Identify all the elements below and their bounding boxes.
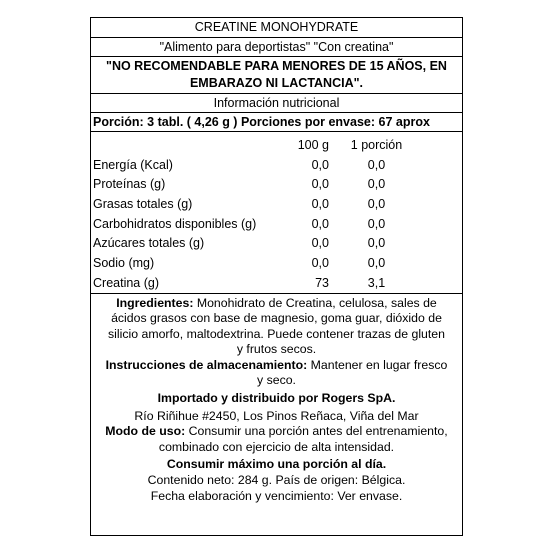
ingredients-text: Monohidrato de Creatina, celulosa, sales de <box>193 295 437 310</box>
address-text: Río Riñihue #2450, Los Pinos Reñaca, Viña del Mar <box>134 408 419 423</box>
nutrient-name: Proteínas (g) <box>93 177 166 192</box>
nutrient-name: Creatina (g) <box>93 275 159 290</box>
storage-label: Instrucciones de almacenamiento: <box>105 357 308 372</box>
ingredients-line: y frutos secos. <box>236 342 317 357</box>
table-header-row <box>91 135 462 155</box>
max-dose-text: Consumir máximo una porción al día. <box>166 457 387 472</box>
nutrient-name: Carbohidratos disponibles (g) <box>93 216 257 231</box>
nutrient-per-portion: 0,0 <box>367 157 386 172</box>
storage-block <box>91 358 462 374</box>
nutrient-name: Sodio (mg) <box>93 255 155 270</box>
dates-text: Fecha elaboración y vencimiento: Ver envase. <box>150 488 403 503</box>
product-subtitle: "Alimento para deportistas" "Con creatina" <box>91 38 462 57</box>
header-blank <box>91 135 263 155</box>
warning-text: "NO RECOMENDABLE PARA MENORES DE 15 AÑOS, EN EMBARAZO NI LACTANCIA". <box>91 57 462 94</box>
nutrition-table <box>91 135 462 293</box>
nutrient-per100: 0,0 <box>311 157 329 172</box>
serving-info: Porción: 3 tabl. ( 4,26 g ) Porciones por envase: 67 aprox <box>91 113 462 132</box>
nutrient-per100: 0,0 <box>311 216 329 231</box>
table-row <box>91 155 462 175</box>
table-row <box>91 273 462 293</box>
nutrient-per-portion: 0,0 <box>367 255 386 270</box>
nutrient-per100: 73 <box>315 275 329 290</box>
nutrient-per-portion: 0,0 <box>367 177 386 192</box>
ingredients-line: ácidos grasos con base de magnesio, goma guar, dióxido de <box>111 311 442 326</box>
nutrient-per100: 0,0 <box>311 177 329 192</box>
nutrient-per-portion: 0,0 <box>367 216 386 231</box>
table-row <box>91 253 462 273</box>
nutrient-per100: 0,0 <box>311 196 329 211</box>
header-per-portion: 1 porción <box>350 137 403 152</box>
header-per100: 100 g <box>297 137 329 152</box>
nutrition-label <box>90 17 463 536</box>
ingredients-label: Ingredientes: <box>116 295 194 310</box>
ingredients-line: silicio amorfo, maltodextrina. Puede contener trazas de gluten <box>108 326 445 341</box>
usage-label: Modo de uso: <box>105 424 186 439</box>
nutrition-table-section <box>91 132 462 294</box>
table-row <box>91 174 462 194</box>
ingredients-block <box>91 296 462 312</box>
usage-line: combinado con ejercicio de alta intensidad. <box>158 439 395 454</box>
nutrient-per100: 0,0 <box>311 236 329 251</box>
importer-text: Importado y distribuido por Rogers SpA. <box>157 391 396 406</box>
nutrient-per100: 0,0 <box>311 255 329 270</box>
nutrient-name: Energía (Kcal) <box>93 157 173 172</box>
product-title: CREATINE MONOHYDRATE <box>91 18 462 38</box>
storage-text: Mantener en lugar fresco <box>307 357 448 372</box>
storage-line: y seco. <box>257 373 296 388</box>
usage-block <box>91 424 462 440</box>
nutrient-per-portion: 0,0 <box>367 196 386 211</box>
nutrient-name: Grasas totales (g) <box>93 196 193 211</box>
nutrition-heading: Información nutricional <box>91 94 462 113</box>
product-info-section <box>91 294 462 505</box>
usage-text: Consumir una porción antes del entrenamiento, <box>185 424 448 439</box>
table-row <box>91 194 462 214</box>
nutrient-name: Azúcares totales (g) <box>93 236 205 251</box>
net-content-text: Contenido neto: 284 g. País de origen: Bélgica. <box>147 473 406 488</box>
nutrient-per-portion: 0,0 <box>367 236 386 251</box>
table-row <box>91 214 462 234</box>
table-row <box>91 233 462 253</box>
nutrient-per-portion: 3,1 <box>367 275 386 290</box>
